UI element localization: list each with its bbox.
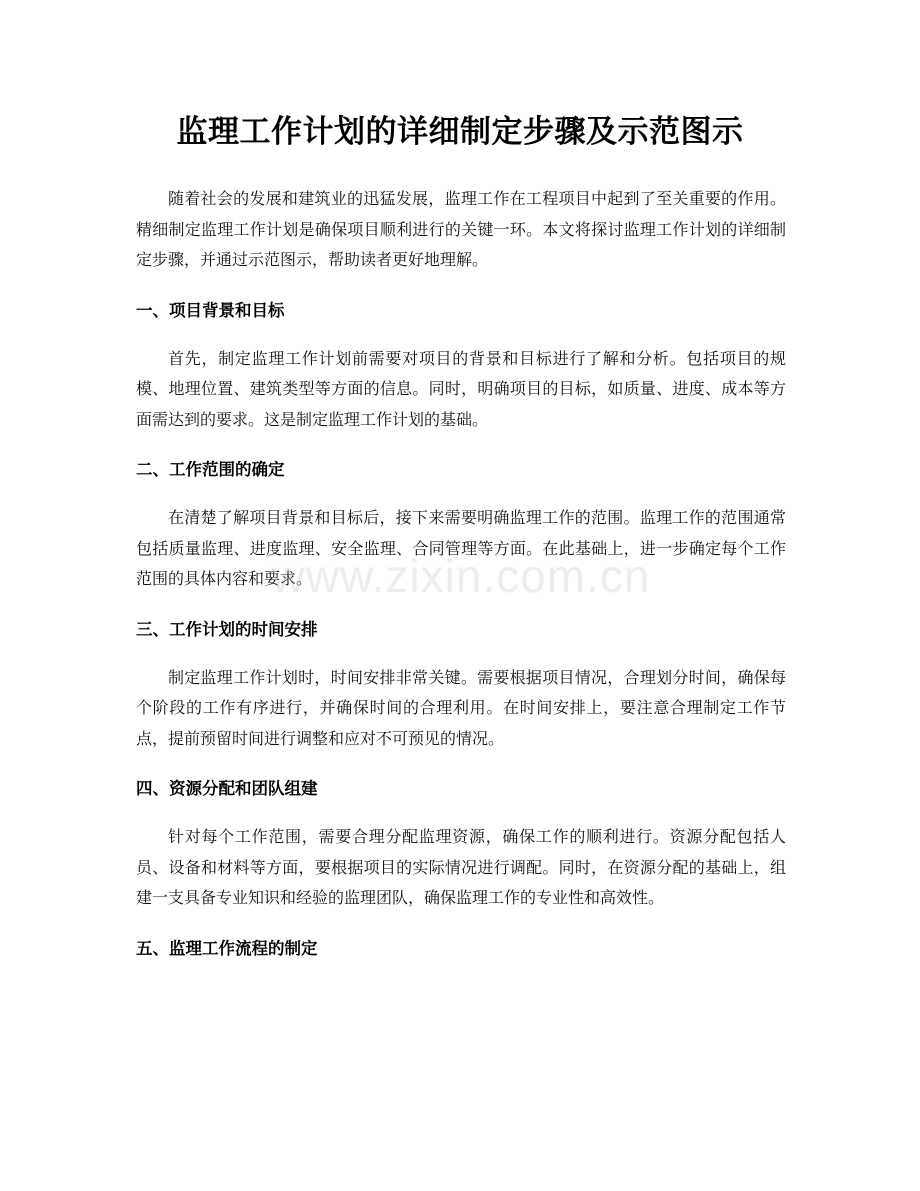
section-heading-5: 五、监理工作流程的制定: [136, 938, 318, 958]
section-heading-3: 三、工作计划的时间安排: [136, 619, 318, 639]
section-heading-1: 一、项目背景和目标: [136, 300, 285, 320]
intro-paragraph: 随着社会的发展和建筑业的迅猛发展，监理工作在工程项目中起到了至关重要的作用。精细制定监理工作计划是确保项目顺利进行的关键一环。本文将探讨监理工作计划的详细制定步骤，并通过示范图示，帮助读者更好地理解。: [136, 189, 786, 269]
document-body: [136, 184, 786, 982]
watermark: www.zixin.com.cn: [271, 550, 651, 602]
section-body-2: 在清楚了解项目背景和目标后，接下来需要明确监理工作的范围。监理工作的范围通常包括质量监理、进度监理、安全监理、合同管理等方面。在此基础上，进一步确定每个工作范围的具体内容和要求。: [136, 508, 786, 588]
document-title: 监理工作计划的详细制定步骤及示范图示: [176, 114, 744, 150]
section-heading-4: 四、资源分配和团队组建: [136, 779, 318, 798]
section-body-4: 针对每个工作范围，需要合理分配监理资源，确保工作的顺利进行。资源分配包括人员、设备和材料等方面，要根据项目的实际情况进行调配。同时，在资源分配的基础上，组建一支具备专业知识和经验的监理团队，确保监理工作的专业性和高效性。: [136, 827, 786, 907]
section-heading-2: 二、工作范围的确定: [136, 460, 285, 479]
section-body-1: 首先，制定监理工作计划前需要对项目的背景和目标进行了解和分析。包括项目的规模、地理位置、建筑类型等方面的信息。同时，明确项目的目标，如质量、进度、成本等方面需达到的要求。这是制定监理工作计划的基础。: [136, 348, 786, 429]
section-body-3: 制定监理工作计划时，时间安排非常关键。需要根据项目情况，合理划分时间，确保每个阶段的工作有序进行，并确保时间的合理利用。在时间安排上，要注意合理制定工作节点，提前预留时间进行调整和应对不可预见的情况。: [136, 667, 786, 748]
